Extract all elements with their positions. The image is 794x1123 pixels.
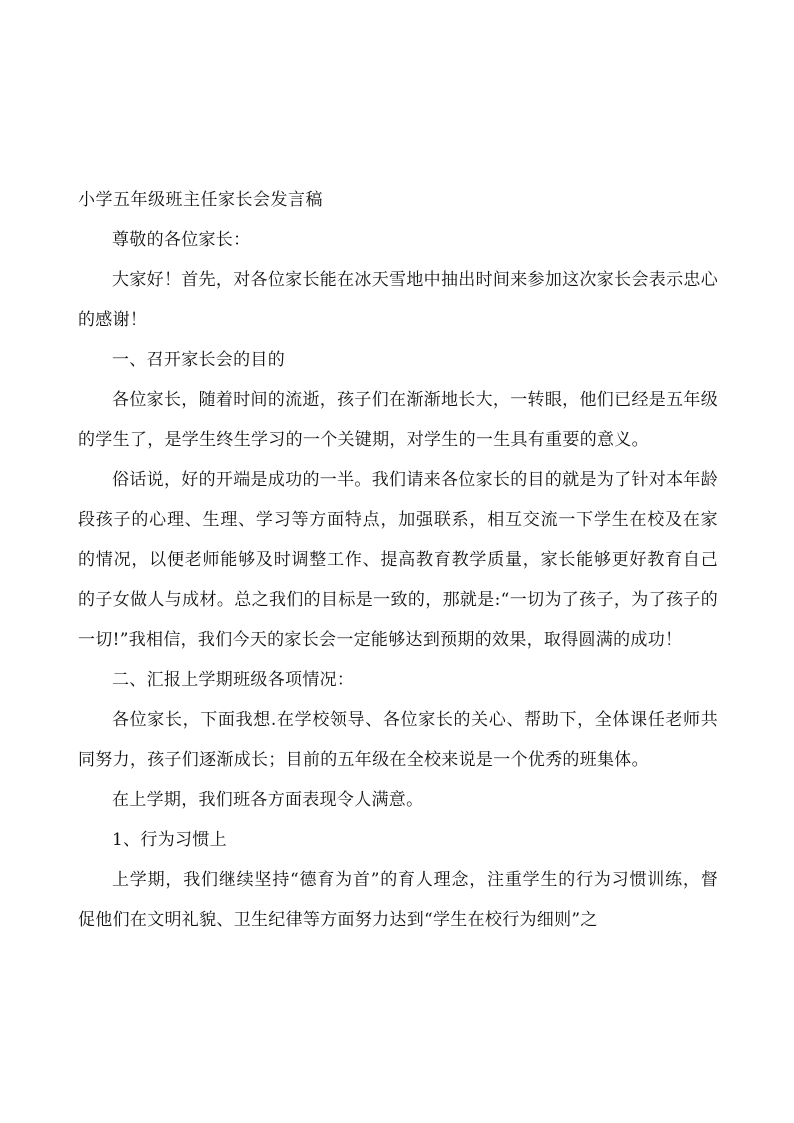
section-heading-purpose: 一、召开家长会的目的 xyxy=(112,350,285,370)
paragraph-behavior: 上学期，我们继续坚持“德育为首”的育人理念，注重学生的行为习惯训练，督促他们在文明礼貌、卫生纪律等方面努力达到“学生在校行为细则”之 xyxy=(78,870,718,930)
paragraph-report-summary: 在上学期，我们班各方面表现令人满意。 xyxy=(112,790,424,810)
section-heading-report: 二、汇报上学期班级各项情况： xyxy=(112,670,355,690)
document-title: 小学五年级班主任家长会发言稿 xyxy=(78,190,323,210)
paragraph-purpose-detail: 俗话说，好的开端是成功的一半。我们请来各位家长的目的就是为了针对本年龄段孩子的心理、生理、学习等方面特点，加强联系，相互交流一下学生在校及在家的情况，以便老师能够及时调整工作、提高教育教学质量，家长能够更好教育自己的子女做人与成材。总之我们的目标是一致的，那就是:“一切为了孩子，为了孩子的一切!”我相信，我们今天的家长会一定能够达到预期的效果，取得圆满的成功！ xyxy=(78,470,718,650)
paragraph-report-intro: 各位家长，下面我想.在学校领导、各位家长的关心、帮助下，全体课任老师共同努力，孩子们逐渐成长；目前的五年级在全校来说是一个优秀的班集体。 xyxy=(78,710,718,770)
document-body xyxy=(78,184,718,940)
salutation: 尊敬的各位家长： xyxy=(112,230,251,250)
subsection-heading-behavior: 1、行为习惯上 xyxy=(112,830,227,850)
paragraph-purpose-intro: 各位家长，随着时间的流逝，孩子们在渐渐地长大，一转眼，他们已经是五年级的学生了，是学生终生学习的一个关键期，对学生的一生具有重要的意义。 xyxy=(78,390,718,450)
paragraph-greeting: 大家好！首先，对各位家长能在冰天雪地中抽出时间来参加这次家长会表示忠心的感谢！ xyxy=(78,270,718,330)
